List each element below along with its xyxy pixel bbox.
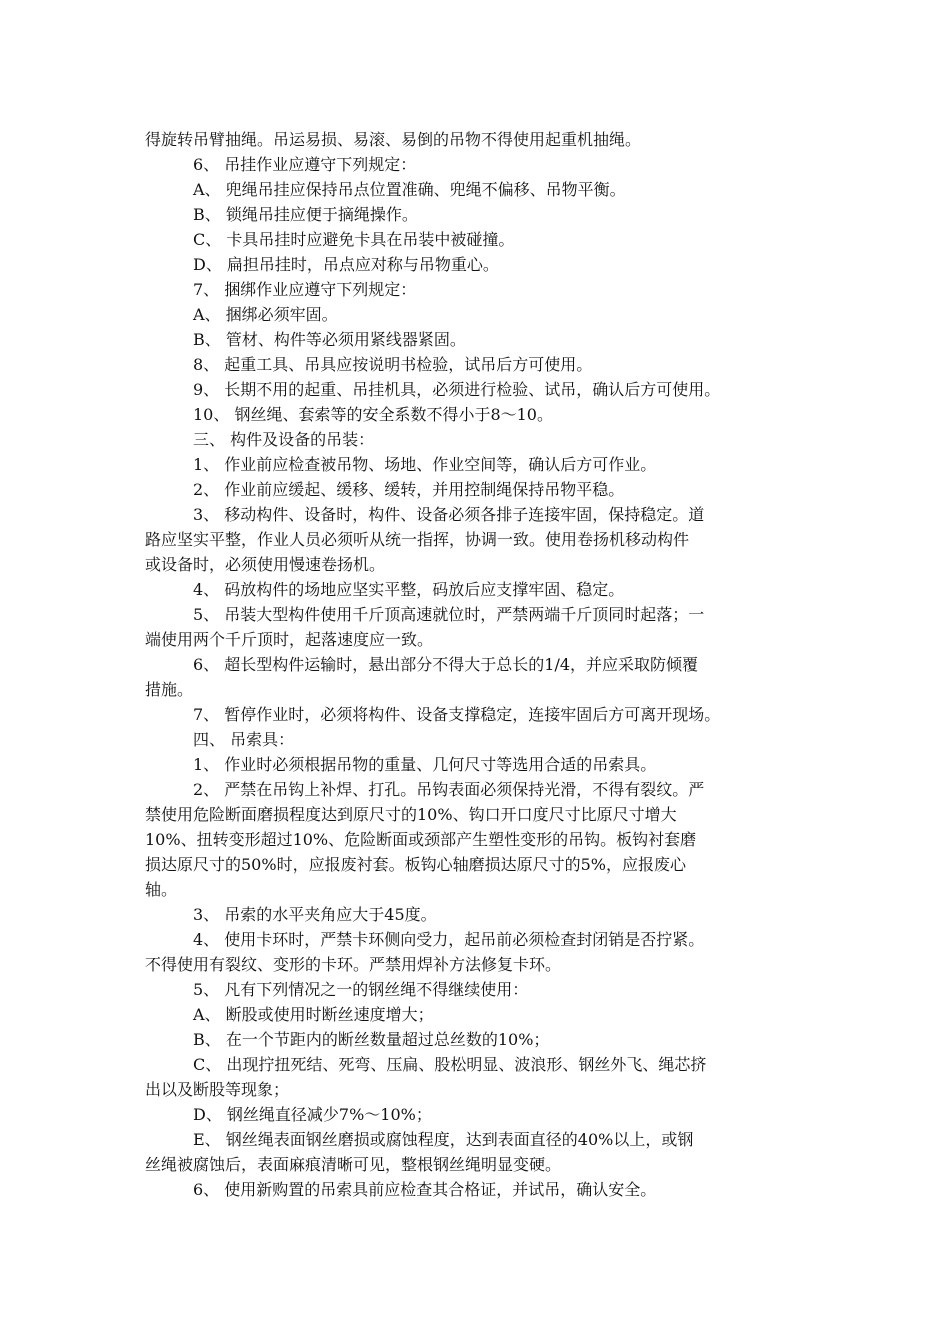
paragraph: 6、 吊挂作业应遵守下列规定： [193,155,417,174]
paragraph: 1、 作业前应检查被吊物、场地、作业空间等，确认后方可作业。 [193,455,657,474]
paragraph-line: 轴。 [145,880,178,899]
paragraph-line: 或设备时，必须使用慢速卷扬机。 [145,555,386,574]
paragraph: 8、 起重工具、吊具应按说明书检验，试吊后方可使用。 [193,355,593,374]
paragraph-line: 损达原尺寸的50%时，应报废衬套。板钩心轴磨损达原尺寸的5%，应报废心 [145,855,686,874]
paragraph: 3、 吊索的水平夹角应大于45度。 [193,905,437,924]
paragraph-line: 4、 使用卡环时，严禁卡环侧向受力，起吊前必须检查封闭销是否拧紧。 [193,930,705,949]
document-body [145,127,815,1202]
paragraph: A、 兜绳吊挂应保持吊点位置准确、兜绳不偏移、吊物平衡。 [193,180,626,199]
paragraph: 三、 构件及设备的吊装： [193,430,375,449]
paragraph-line: 10%、扭转变形超过10%、危险断面或颈部产生塑性变形的吊钩。板钩衬套磨 [145,830,697,849]
paragraph-line: 2、 严禁在吊钩上补焊、打孔。吊钩表面必须保持光滑，不得有裂纹。严 [193,780,705,799]
paragraph: D、 钢丝绳直径减少7%～10%； [193,1105,432,1124]
paragraph: A、 断股或使用时断丝速度增大； [193,1005,434,1024]
paragraph: 四、 吊索具： [193,730,295,749]
paragraph: 2、 作业前应缓起、缓移、缓转，并用控制绳保持吊物平稳。 [193,480,625,499]
paragraph-line: 措施。 [145,680,194,699]
paragraph: 9、 长期不用的起重、吊挂机具，必须进行检验、试吊，确认后方可使用。 [193,380,721,399]
paragraph: A、 捆绑必须牢固。 [193,305,338,324]
paragraph: 7、 捆绑作业应遵守下列规定： [193,280,417,299]
paragraph: 得旋转吊臂抽绳。吊运易损、易滚、易倒的吊物不得使用起重机抽绳。 [145,130,642,149]
paragraph-line: 不得使用有裂纹、变形的卡环。严禁用焊补方法修复卡环。 [145,955,562,974]
paragraph-line: 5、 吊装大型构件使用千斤顶高速就位时，严禁两端千斤顶同时起落；一 [193,605,705,624]
paragraph: B、 管材、构件等必须用紧线器紧固。 [193,330,466,349]
paragraph-line: 禁使用危险断面磨损程度达到原尺寸的10%、钩口开口度尺寸比原尺寸增大 [145,805,677,824]
paragraph: B、 在一个节距内的断丝数量超过总丝数的10%； [193,1030,550,1049]
paragraph-line: 出以及断股等现象； [145,1080,290,1099]
paragraph-line: 路应坚实平整，作业人员必须听从统一指挥，协调一致。使用卷扬机移动构件 [145,530,690,549]
paragraph: D、 扁担吊挂时，吊点应对称与吊物重心。 [193,255,499,274]
paragraph: 5、 凡有下列情况之一的钢丝绳不得继续使用： [193,980,529,999]
paragraph-line: 6、 超长型构件运输时，悬出部分不得大于总长的1/4，并应采取防倾覆 [193,655,699,674]
paragraph-line: 端使用两个千斤顶时，起落速度应一致。 [145,630,434,649]
paragraph-line: 丝绳被腐蚀后，表面麻痕清晰可见，整根钢丝绳明显变硬。 [145,1155,562,1174]
paragraph: B、 锁绳吊挂应便于摘绳操作。 [193,205,418,224]
paragraph: 1、 作业时必须根据吊物的重量、几何尺寸等选用合适的吊索具。 [193,755,657,774]
paragraph-line: 3、 移动构件、设备时，构件、设备必须各排子连接牢固，保持稳定。道 [193,505,705,524]
paragraph: 4、 码放构件的场地应坚实平整，码放后应支撑牢固、稳定。 [193,580,625,599]
paragraph: C、 卡具吊挂时应避免卡具在吊装中被碰撞。 [193,230,515,249]
paragraph-line: C、 出现拧扭死结、死弯、压扁、股松明显、波浪形、钢丝外飞、绳芯挤 [193,1055,707,1074]
paragraph-line: E、 钢丝绳表面钢丝磨损或腐蚀程度，达到表面直径的40%以上，或钢 [193,1130,694,1149]
paragraph: 6、 使用新购置的吊索具前应检查其合格证，并试吊，确认安全。 [193,1180,657,1199]
paragraph: 7、 暂停作业时，必须将构件、设备支撑稳定，连接牢固后方可离开现场。 [193,705,721,724]
paragraph: 10、 钢丝绳、套索等的安全系数不得小于8～10。 [193,405,553,424]
